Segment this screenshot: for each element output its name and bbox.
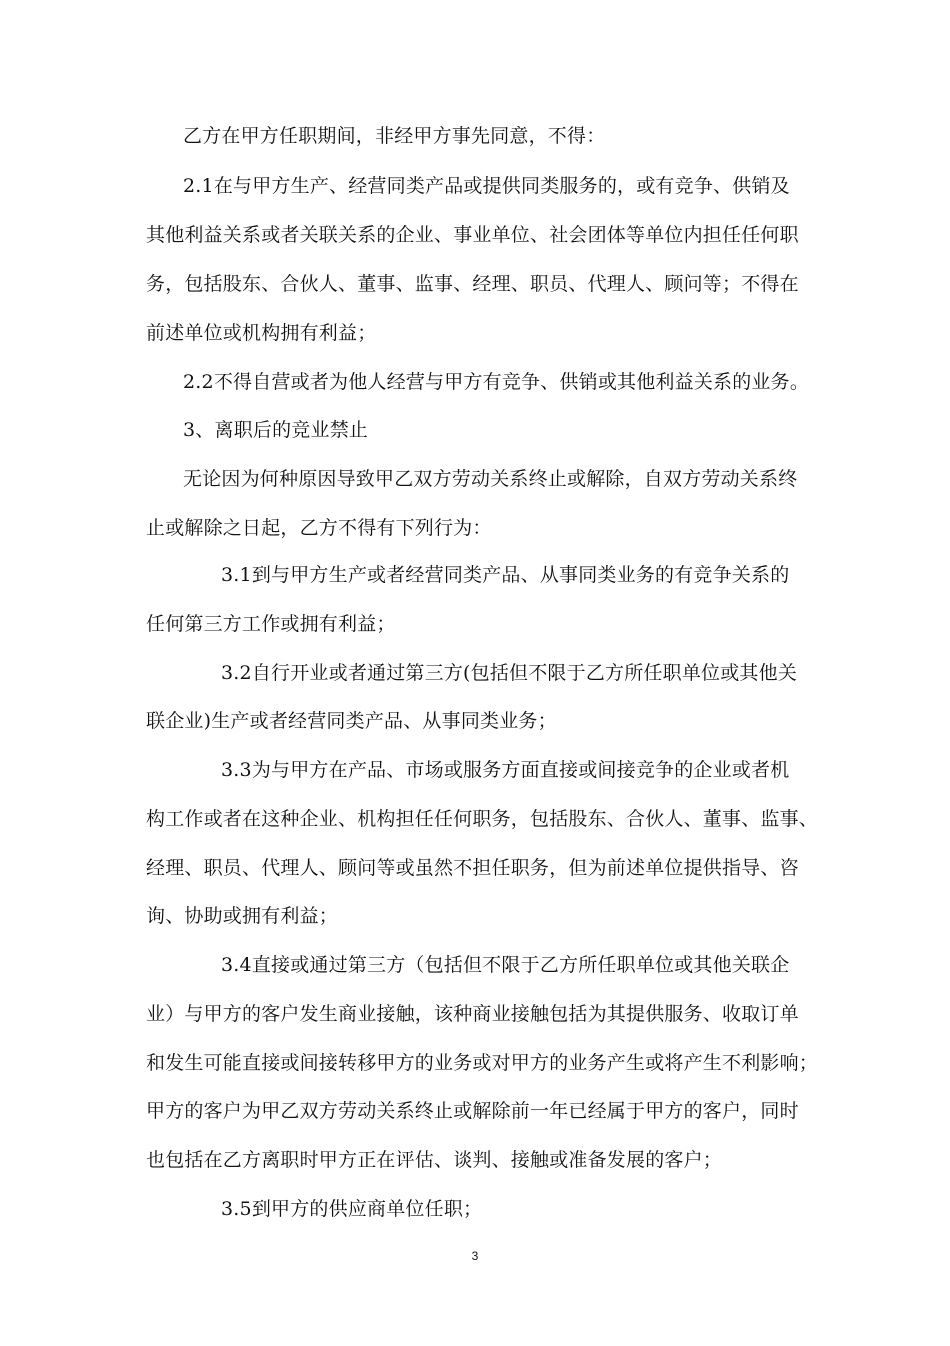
page-number: 3 <box>471 1249 479 1263</box>
section-heading: 3、离职后的竞业禁止 <box>183 419 369 441</box>
paragraph-line: 构工作或者在这种企业、机构担任任何职务，包括股东、合伙人、董事、监事、 <box>146 808 819 830</box>
paragraph-line: 3.2自行开业或者通过第三方(包括但不限于乙方所任职单位或其他关 <box>221 662 798 684</box>
paragraph-line: 3.3为与甲方在产品、市场或服务方面直接或间接竞争的企业或者机 <box>221 759 790 781</box>
paragraph-line: 联企业)生产或者经营同类产品、从事同类业务； <box>146 710 557 732</box>
paragraph-line: 2.1在与甲方生产、经营同类产品或提供同类服务的，或有竞争、供销及 <box>183 175 790 197</box>
paragraph-line: 其他利益关系或者关联关系的企业、事业单位、社会团体等单位内担任任何职 <box>146 224 799 246</box>
paragraph-line: 3.5到甲方的供应商单位任职； <box>221 1198 483 1220</box>
paragraph-line: 乙方在甲方任职期间，非经甲方事先同意，不得： <box>183 125 606 147</box>
paragraph-line: 前述单位或机构拥有利益； <box>146 322 377 344</box>
paragraph-line: 2.2不得自营或者为他人经营与甲方有竞争、供销或其他利益关系的业务。 <box>183 371 810 393</box>
paragraph-line: 甲方的客户为甲乙双方劳动关系终止或解除前一年已经属于甲方的客户，同时 <box>146 1100 799 1122</box>
paragraph-line: 经理、职员、代理人、顾问等或虽然不担任职务，但为前述单位提供指导、咨 <box>146 857 799 879</box>
paragraph-line: 3.1到与甲方生产或者经营同类产品、从事同类业务的有竞争关系的 <box>221 564 790 586</box>
paragraph-line: 无论因为何种原因导致甲乙双方劳动关系终止或解除，自双方劳动关系终 <box>183 468 798 490</box>
paragraph-line: 询、协助或拥有利益； <box>146 905 339 927</box>
paragraph-line: 务，包括股东、合伙人、董事、监事、经理、职员、代理人、顾问等；不得在 <box>146 273 799 295</box>
paragraph-line: 也包括在乙方离职时甲方正在评估、谈判、接触或准备发展的客户； <box>146 1149 723 1171</box>
paragraph-line: 任何第三方工作或拥有利益； <box>146 613 396 635</box>
paragraph-line: 止或解除之日起，乙方不得有下列行为： <box>146 517 492 539</box>
paragraph-line: 业）与甲方的客户发生商业接触，该种商业接触包括为其提供服务、收取订单 <box>146 1003 799 1025</box>
paragraph-line: 3.4直接或通过第三方（包括但不限于乙方所任职单位或其他关联企 <box>221 954 790 976</box>
paragraph-line: 和发生可能直接或间接转移甲方的业务或对甲方的业务产生或将产生不利影响； <box>146 1052 819 1074</box>
